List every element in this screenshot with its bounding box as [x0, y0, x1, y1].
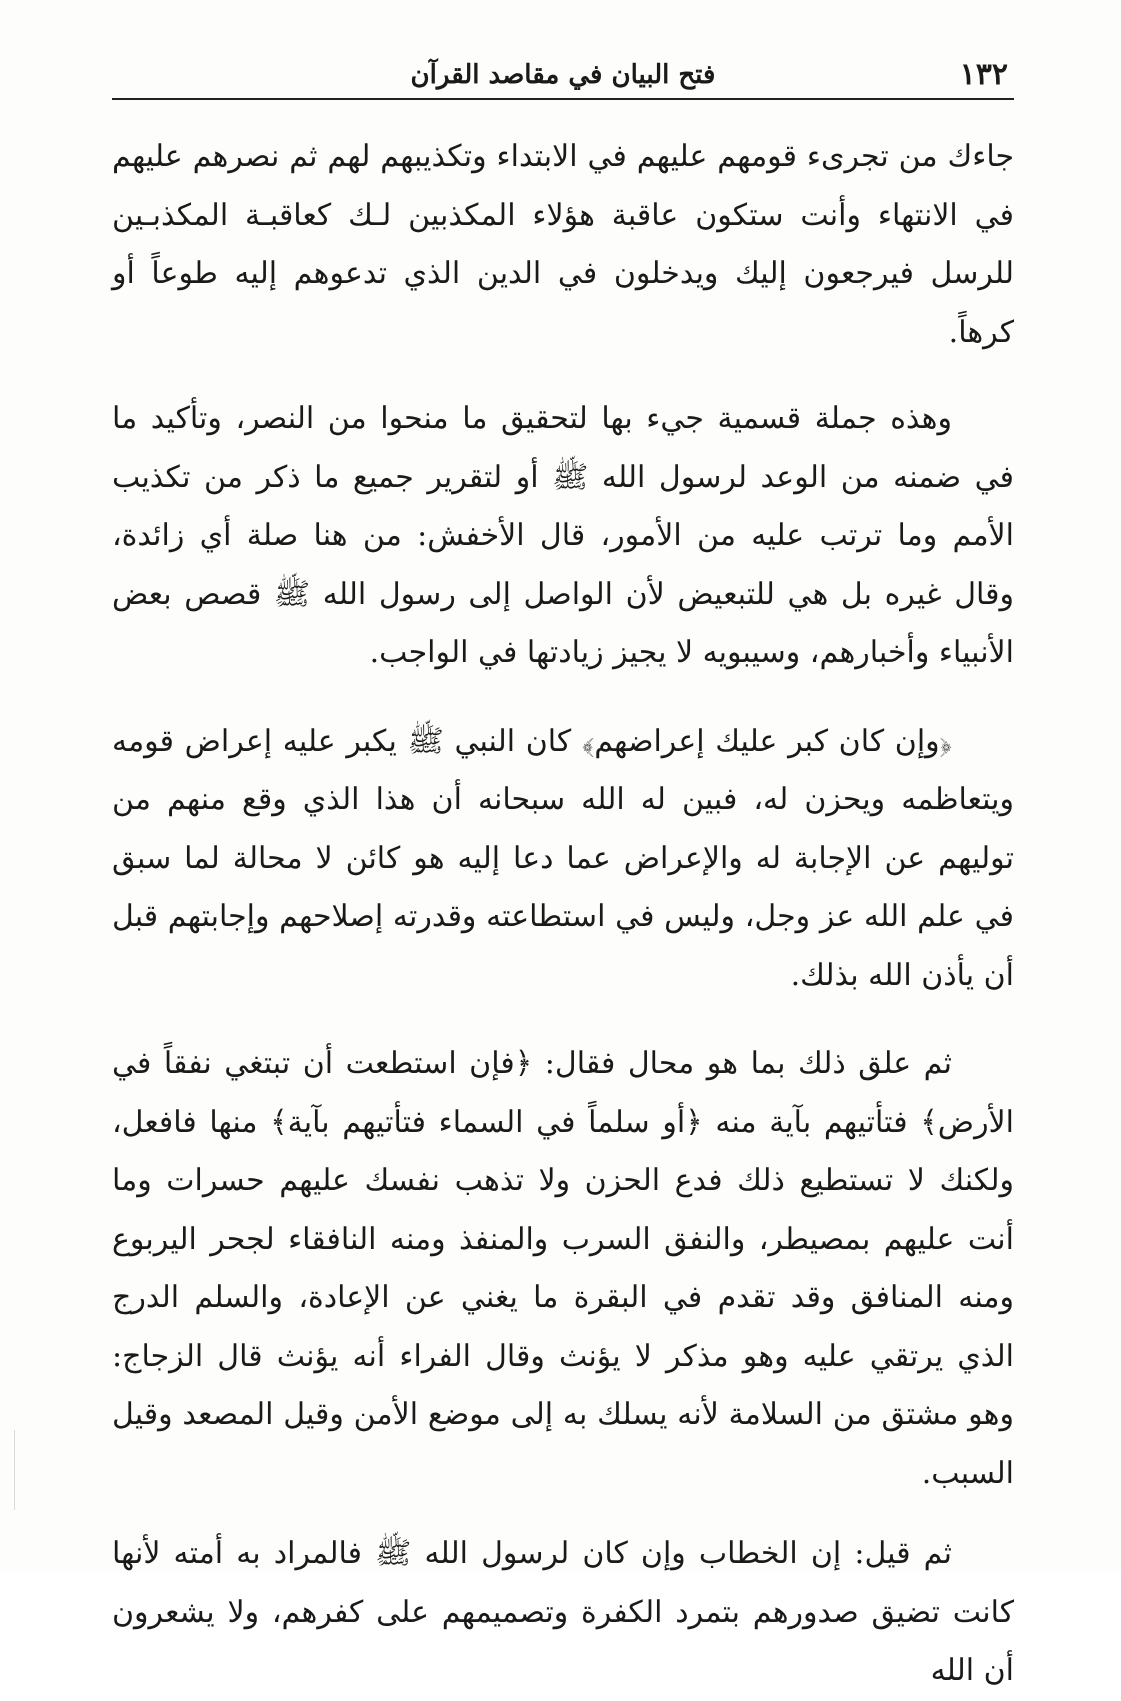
paragraph-1: جاءك من تجرىء قومهم عليهم في الابتداء وتكذيبهم لهم ثم نصرهم عليهم في الانتهاء وأنت ستكون عاقبة هؤلاء المكذبين لـك كعاقبـة المكذبـين للرسل فيرجعون إليك ويدخلون في الدين الذي تدعوهم إليه طوعاً أو كرهاً. — [112, 139, 1015, 350]
page-number: ١٣٢ — [959, 57, 1008, 92]
paragraph-5: ثم قيل: إن الخطاب وإن كان لرسول الله ﷺ فالمراد به أمته لأنها كانت تضيق صدورهم بتمرد الكفرة وتصميمهم على كفرهم، ولا يشعرون أن الله — [112, 1536, 1015, 1688]
body-text — [112, 128, 1014, 1701]
paragraph-3: ﴿وإن كان كبر عليك إعراضهم﴾ كان النبي ﷺ يكبر عليه إعراض قومه ويتعاظمه ويحزن له، فبين له الله سبحانه أن هذا الذي وقع منهم من توليهم عن الإجابة له والإعراض عما دعا إليه هو كائن لا محالة لما سبق في علم الله عز وجل، وليس في استطاعته وقدرته إصلاحهم وإجابتهم قبل أن يأذن الله بذلك. — [112, 723, 1014, 993]
running-header — [112, 52, 1014, 100]
paragraph-2: وهذه جملة قسمية جيء بها لتحقيق ما منحوا من النصر، وتأكيد ما في ضمنه من الوعد لرسول الله ﷺ أو لتقرير جميع ما ذكر من تكذيب الأمم وما ترتب عليه من الأمور، قال الأخفش: من هنا صلة أي زائدة، وقال غيره بل هي للتبعيض لأن الواصل إلى رسول الله ﷺ قصص بعض الأنبياء وأخبارهم، وسيبويه لا يجيز زيادتها في الواجب. — [112, 401, 1014, 670]
paragraph-4: ثم علق ذلك بما هو محال فقال: ﴿فإن استطعت أن تبتغي نفقاً في الأرض﴾ فتأتيهم بآية منه ﴿أو سلماً في السماء فتأتيهم بآية﴾ منها فافعل، ولكنك لا تستطيع ذلك فدع الحزن ولا تذهب نفسك عليهم حسرات وما أنت عليهم بمصيطر، والنفق السرب والمنفذ ومنه النافقاء لجحر اليربوع ومنه المنافق وقد تقدم في البقرة ما يغني عن الإعادة، والسلم الدرج الذي يرتقي عليه وهو مذكر لا يؤنث وقال الفراء أنه يؤنث قال الزجاج: وهو مشتق من السلامة لأنه يسلك به إلى موضع الأمن وقيل المصعد وقيل السبب. — [112, 1046, 1014, 1491]
scan-artifact-line — [14, 1430, 15, 1510]
book-title: فتح البيان في مقاصد القرآن — [410, 60, 716, 90]
